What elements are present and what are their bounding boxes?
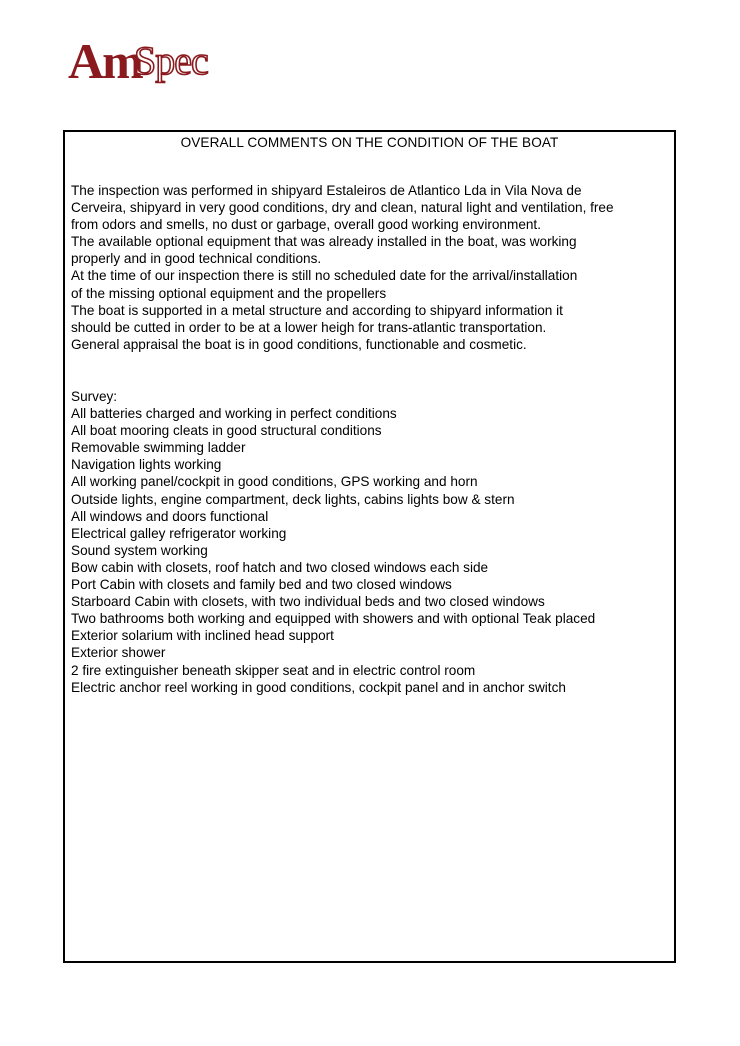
survey-item: Electric anchor reel working in good conditions, cockpit panel and in anchor switch — [71, 679, 566, 695]
survey-item: All windows and doors functional — [71, 508, 269, 524]
logo-am: Am — [68, 33, 142, 89]
survey-item: Starboard Cabin with closets, with two individual beds and two closed windows — [71, 594, 545, 610]
amspec-logo-graphic — [68, 32, 228, 92]
survey-item: Two bathrooms both working and equipped with showers and with optional Teak placed — [71, 611, 596, 627]
intro-line: At the time of our inspection there is still no scheduled date for the arrival/installation — [71, 268, 578, 284]
report-box — [63, 130, 676, 963]
amspec-logo — [68, 32, 228, 92]
survey-item: Navigation lights working — [71, 457, 222, 473]
survey-section — [71, 388, 670, 696]
survey-item: 2 fire extinguisher beneath skipper seat and in electric control room — [71, 662, 476, 678]
survey-item: All working panel/cockpit in good conditions, GPS working and horn — [71, 474, 478, 490]
survey-item: Removable swimming ladder — [71, 440, 246, 456]
intro-line: The boat is supported in a metal structure and according to shipyard information it — [71, 302, 563, 318]
intro-line: should be cutted in order to be at a lower heigh for trans-atlantic transportation. — [71, 319, 547, 335]
survey-item: Exterior solarium with inclined head support — [71, 628, 334, 644]
intro-line: Cerveira, shipyard in very good conditions, dry and clean, natural light and ventilation, free — [71, 200, 614, 216]
intro-line: of the missing optional equipment and the propellers — [71, 285, 387, 301]
intro-line: The available optional equipment that was already installed in the boat, was working — [71, 234, 577, 250]
survey-item: Bow cabin with closets, roof hatch and two closed windows each side — [71, 559, 489, 575]
intro-line: from odors and smells, no dust or garbage, overall good working environment. — [71, 217, 541, 233]
intro-paragraph — [71, 182, 670, 353]
intro-line: The inspection was performed in shipyard Estaleiros de Atlantico Lda in Vila Nova de — [71, 183, 582, 198]
survey-item: Sound system working — [71, 542, 208, 558]
survey-heading: Survey: — [71, 389, 118, 404]
report-title: OVERALL COMMENTS ON THE CONDITION OF THE BOAT — [180, 135, 559, 150]
survey-item: Outside lights, engine compartment, deck lights, cabins lights bow & stern — [71, 491, 515, 507]
survey-item: Exterior shower — [71, 645, 166, 661]
survey-item: All boat mooring cleats in good structural conditions — [71, 423, 382, 439]
survey-item: Electrical galley refrigerator working — [71, 525, 287, 541]
survey-item: Port Cabin with closets and family bed and two closed windows — [71, 577, 452, 593]
intro-line: General appraisal the boat is in good conditions, functionable and cosmetic. — [71, 336, 527, 352]
logo-spec: Spec — [134, 38, 208, 83]
intro-line: properly and in good technical conditions. — [71, 251, 322, 267]
survey-item: All batteries charged and working in perfect conditions — [71, 406, 397, 422]
